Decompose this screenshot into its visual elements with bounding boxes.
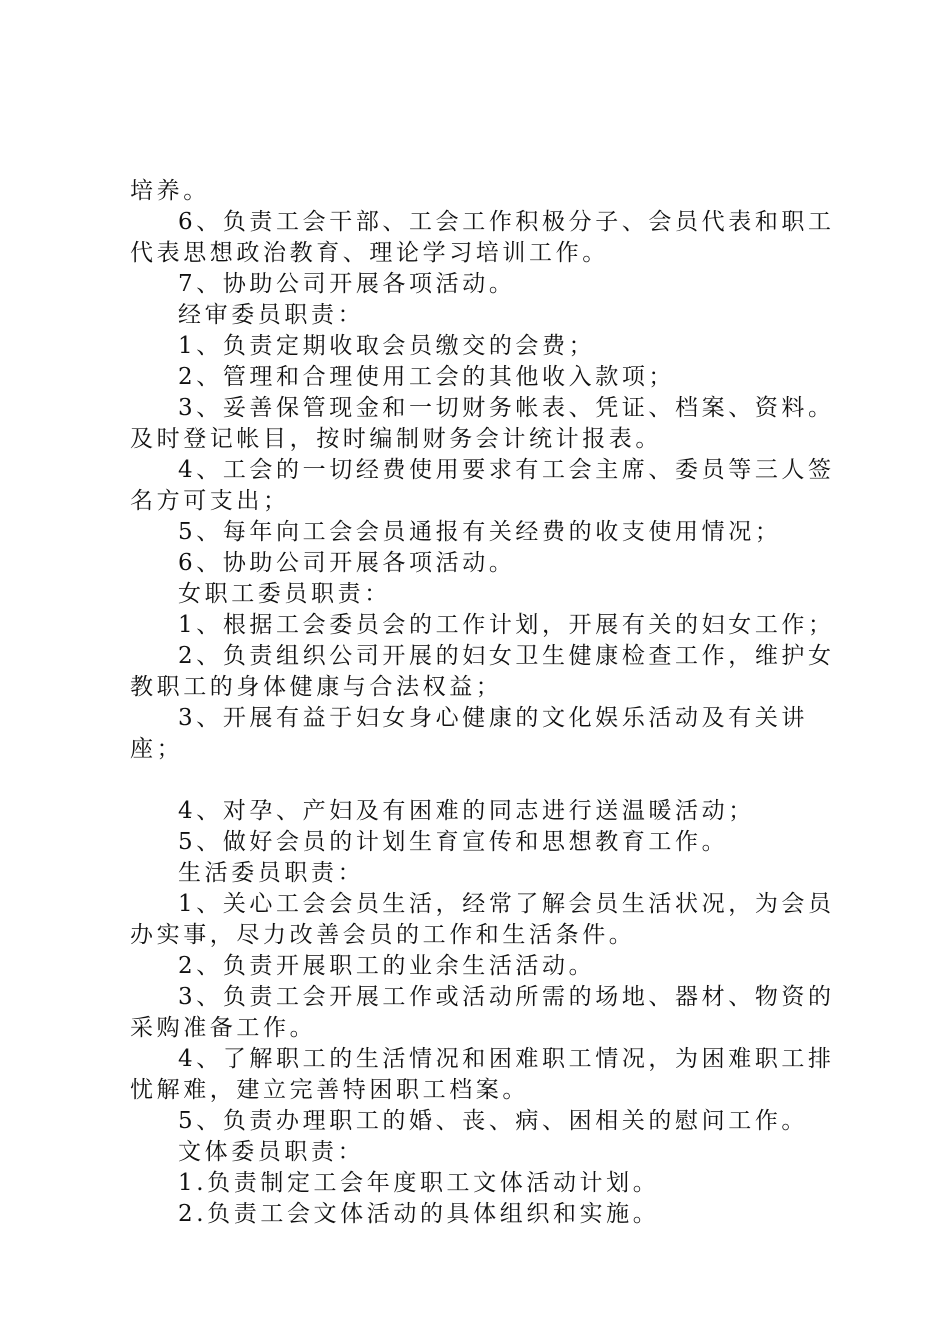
paragraph: 2、管理和合理使用工会的其他收入款项； <box>178 364 676 390</box>
paragraph: 女职工委员职责： <box>178 581 391 607</box>
paragraph: 2.负责工会文体活动的具体组织和实施。 <box>178 1201 660 1227</box>
paragraph: 3、负责工会开展工作或活动所需的场地、器材、物资的采购准备工作。 <box>130 984 835 1041</box>
paragraph: 5、负责办理职工的婚、丧、病、困相关的慰问工作。 <box>178 1108 809 1134</box>
paragraph: 4、了解职工的生活情况和困难职工情况，为困难职工排忧解难，建立完善特困职工档案。 <box>130 1046 835 1103</box>
paragraph: 2、负责开展职工的业余生活活动。 <box>178 953 596 979</box>
paragraph: 1、根据工会委员会的工作计划，开展有关的妇女工作； <box>178 612 835 638</box>
paragraph: 生活委员职责： <box>178 860 365 886</box>
blank-line <box>130 765 835 796</box>
paragraph: 6、协助公司开展各项活动。 <box>178 550 516 576</box>
paragraph: 4、工会的一切经费使用要求有工会主席、委员等三人签名方可支出； <box>130 457 835 514</box>
paragraph: 3、妥善保管现金和一切财务帐表、凭证、档案、资料。及时登记帐目，按时编制财务会计统计报表。 <box>130 395 835 452</box>
paragraph: 经审委员职责： <box>178 302 365 328</box>
paragraph: 5、每年向工会会员通报有关经费的收支使用情况； <box>178 519 782 545</box>
paragraph: 1、关心工会会员生活，经常了解会员生活状况，为会员办实事，尽力改善会员的工作和生活条件。 <box>130 891 835 948</box>
paragraph: 1、负责定期收取会员缴交的会费； <box>178 333 596 359</box>
document-body <box>130 176 835 1230</box>
paragraph: 培养。 <box>130 178 210 204</box>
paragraph: 5、做好会员的计划生育宣传和思想教育工作。 <box>178 829 729 855</box>
paragraph: 4、对孕、产妇及有困难的同志进行送温暖活动； <box>178 798 755 824</box>
paragraph: 2、负责组织公司开展的妇女卫生健康检查工作，维护女教职工的身体健康与合法权益； <box>130 643 835 700</box>
paragraph: 1.负责制定工会年度职工文体活动计划。 <box>178 1170 660 1196</box>
paragraph: 3、开展有益于妇女身心健康的文化娱乐活动及有关讲座； <box>130 705 809 762</box>
paragraph: 7、协助公司开展各项活动。 <box>178 271 516 297</box>
paragraph: 文体委员职责： <box>178 1139 365 1165</box>
paragraph: 6、负责工会干部、工会工作积极分子、会员代表和职工代表思想政治教育、理论学习培训工作。 <box>130 209 835 266</box>
